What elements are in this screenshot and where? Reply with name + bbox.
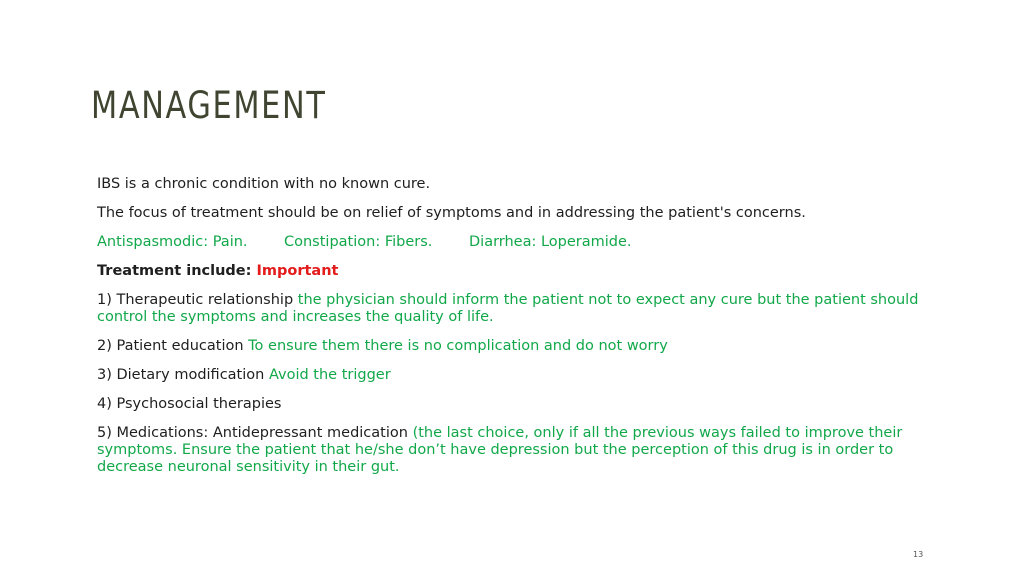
- page-number: 13: [913, 550, 924, 559]
- treatment-item-5: [97, 425, 927, 476]
- item-3-note: Avoid the trigger: [268, 367, 391, 383]
- intro-line-2: The focus of treatment should be on relief of symptoms and in addressing the patient's concerns.: [97, 205, 806, 221]
- item-5-label: 5) Medications: Antidepressant medication: [97, 425, 413, 441]
- item-2-note: To ensure them there is no complication and do not worry: [248, 338, 668, 354]
- treatment-item-4: [97, 396, 927, 413]
- treatment-item-2: [97, 338, 927, 355]
- slide-body: [97, 176, 927, 488]
- item-1-note: the physician should inform the patient not to expect any cure but the patient should control the symptoms and increases the quality of life.: [97, 292, 919, 325]
- item-1-label: 1) Therapeutic relationship: [97, 292, 298, 308]
- treatment-label: Treatment include:: [97, 263, 257, 279]
- remedy-antispasmodic: Antispasmodic: Pain.: [97, 234, 248, 250]
- intro-line-1: IBS is a chronic condition with no known cure.: [97, 176, 431, 192]
- treatment-item-3: [97, 367, 927, 384]
- remedy-constipation: Constipation: Fibers.: [284, 234, 433, 250]
- important-badge: Important: [256, 263, 339, 279]
- item-4-label: 4) Psychosocial therapies: [97, 396, 282, 412]
- remedies-line: [97, 234, 927, 251]
- slide-title: MANAGEMENT: [91, 84, 327, 127]
- item-2-label: 2) Patient education: [97, 338, 249, 354]
- remedy-diarrhea: Diarrhea: Loperamide.: [469, 234, 632, 250]
- item-5-note: (the last choice, only if all the previous ways failed to improve their symptoms. Ensure the patient that he/she don’t have depression but the perception of this drug is in order to decrease neuronal sensitivity in their gut.: [97, 425, 903, 475]
- item-3-label: 3) Dietary modification: [97, 367, 269, 383]
- treatment-heading: [97, 263, 927, 280]
- treatment-item-1: [97, 292, 927, 326]
